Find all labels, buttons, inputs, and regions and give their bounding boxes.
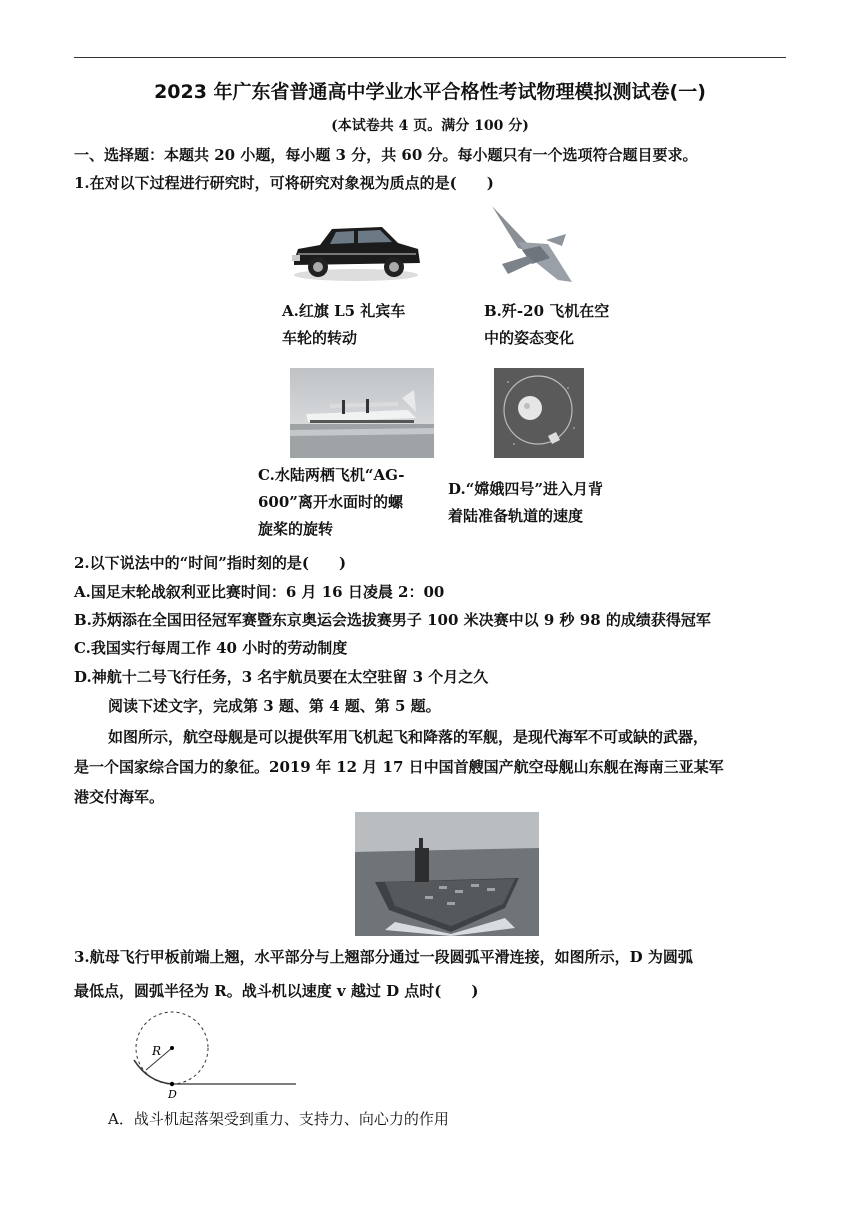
reading-passage: 如图所示，航空母舰是可以提供军用飞机起飞和降落的军舰，是现代海军不可或缺的武器， 是一个国家综合国力的象征。2019 年 12 月 17 日中国首艘国产航空母舰山东舰在海南三亚某军 港交付海军。 [74,728,724,806]
moon-lander-photo [494,368,584,458]
reading-intro: 阅读下述文字，完成第 3 题、第 4 题、第 5 题。 [108,697,441,715]
amphibious-plane-photo [290,368,434,458]
limousine-photo [290,205,422,285]
deck-arc-diagram [120,1008,310,1100]
question-1-stem: 1.在对以下过程进行研究时，可将研究对象视为质点的是( ) [74,174,494,192]
top-rule [74,57,786,58]
section-heading: 一、选择题：本题共 20 小题，每小题 3 分，共 60 分。每小题只有一个选项符合题目要求。 [74,146,698,164]
question-2-stem: 2.以下说法中的“时间”指时刻的是( ) [74,554,347,572]
option-1d: D.“嫦娥四号”进入月背 着陆准备轨道的速度 [448,480,603,525]
option-2d: D.神航十二号飞行任务，3 名宇航员要在太空驻留 3 个月之久 [74,668,489,686]
option-1a: A.红旗 L5 礼宾车 车轮的转动 [282,302,406,347]
page-title: 2023 年广东省普通高中学业水平合格性考试物理模拟测试卷(一) [154,81,706,103]
option-3a: A．战斗机起落架受到重力、支持力、向心力的作用 [108,1110,449,1128]
option-1c: C.水陆两栖飞机“AG- 600”离开水面时的螺 旋桨的旋转 [258,466,405,538]
option-2c: C.我国实行每周工作 40 小时的劳动制度 [74,639,348,657]
question-3-stem: 3.航母飞行甲板前端上翘，水平部分与上翘部分通过一段圆弧平滑连接，如图所示，D 为圆弧 最低点，圆弧半径为 R。战斗机以速度 v 越过 D 点时( ) [74,948,693,1000]
page-subtitle: (本试卷共 4 页。满分 100 分) [331,118,529,134]
radius-label: R [152,1044,162,1058]
fighter-jet-photo [488,204,582,284]
option-2a: A.国足末轮战叙利亚比赛时间：6 月 16 日凌晨 2：00 [74,583,445,601]
point-d-label: D [168,1088,177,1100]
option-1b: B.歼-20 飞机在空 中的姿态变化 [484,302,610,347]
aircraft-carrier-photo [355,812,539,936]
option-2b: B.苏炳添在全国田径冠军赛暨东京奥运会选拔赛男子 100 米决赛中以 9 秒 98 的成绩获得冠军 [74,611,711,629]
